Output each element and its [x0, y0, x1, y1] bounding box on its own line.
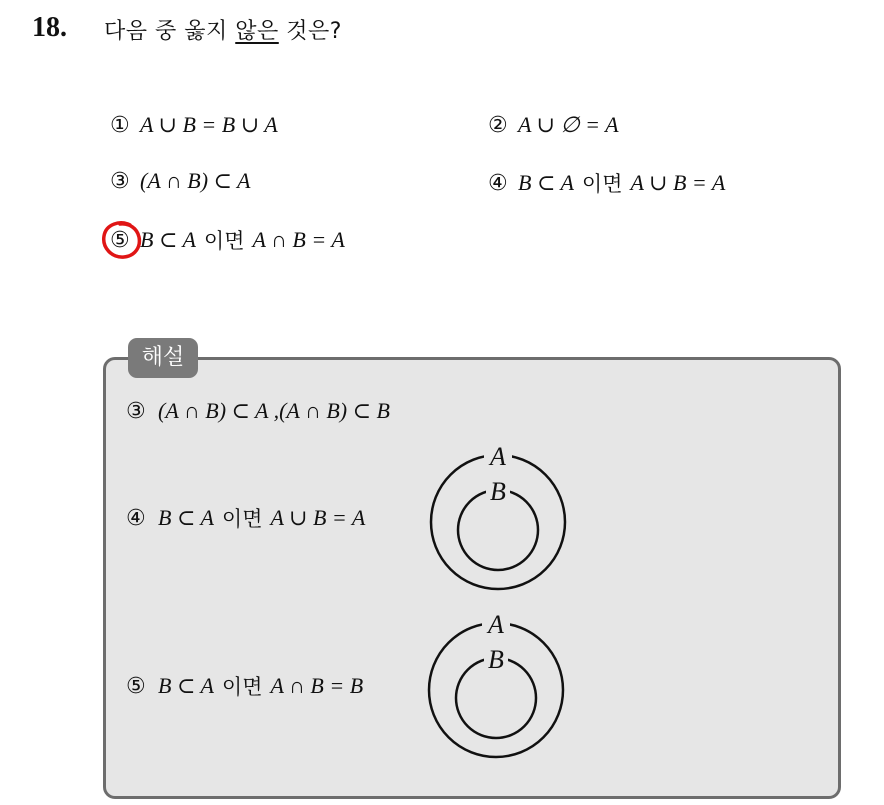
question-number: 18. [32, 12, 67, 43]
question-text-underlined: 않은 [235, 19, 279, 44]
choice-math-post: A ∪ B = A [630, 170, 726, 195]
explanation-line-3 [126, 398, 390, 424]
choice-number: ① [110, 112, 130, 138]
question-text-after: 것은? [278, 19, 342, 44]
choice-math: A ∪ ∅ = A [518, 112, 619, 137]
explanation-line-4 [126, 503, 365, 533]
venn-inner-label: B [490, 477, 506, 506]
choice-number [110, 228, 140, 253]
venn-diagram-subset-union [420, 440, 580, 600]
explanation-number: ⑤ [126, 673, 146, 699]
venn-outer-label: A [488, 610, 504, 639]
explanation-math-pre: B ⊂ A [158, 505, 214, 530]
explanation-kor: 이면 [221, 507, 263, 531]
explanation-kor: 이면 [221, 675, 263, 699]
question-text-before: 다음 중 옳지 [104, 19, 236, 44]
explanation-math-post: A ∩ B = B [270, 673, 364, 698]
choice-math: A ∪ B = B ∪ A [140, 112, 278, 137]
explanation-tag: 해설 [128, 338, 198, 378]
choice-number: ③ [110, 168, 130, 194]
choice-2[interactable] [488, 112, 619, 138]
choice-5[interactable] [110, 225, 345, 255]
choice-number-text: ⑤ [110, 227, 130, 253]
explanation-number: ④ [126, 505, 146, 531]
explanation-line-5 [126, 671, 363, 701]
explanation-math-pre: B ⊂ A [158, 673, 214, 698]
choice-math-post: A ∩ B = A [252, 227, 345, 252]
venn-diagram-subset-intersection [418, 608, 578, 768]
choice-number: ② [488, 112, 508, 138]
explanation-math: (A ∩ B) ⊂ A ,(A ∩ B) ⊂ B [158, 398, 390, 423]
choice-1[interactable] [110, 112, 278, 138]
choice-4[interactable] [488, 168, 725, 198]
choice-math-pre: B ⊂ A [140, 227, 196, 252]
choice-math: (A ∩ B) ⊂ A [140, 168, 251, 193]
question-text [104, 14, 342, 45]
explanation-number: ③ [126, 398, 146, 424]
choice-number: ④ [488, 170, 508, 196]
choice-kor: 이면 [203, 229, 245, 253]
venn-inner-label: B [488, 645, 504, 674]
choice-kor: 이면 [581, 172, 623, 196]
venn-outer-label: A [490, 442, 506, 471]
choice-math-pre: B ⊂ A [518, 170, 574, 195]
choice-3[interactable] [110, 168, 251, 194]
explanation-math-post: A ∪ B = A [270, 505, 366, 530]
